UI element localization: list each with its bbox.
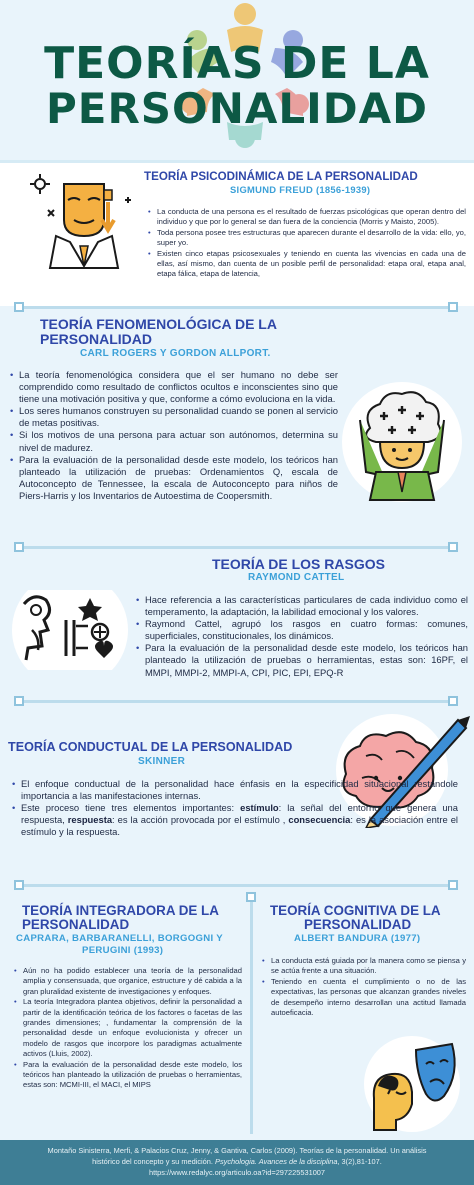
citation-line1: Montaño Sinisterra, Merfi, & Palacios Cruz, Jenny, & Gantiva, Carlos (2009). Teorías de la personalidad. Un análisis <box>47 1146 427 1155</box>
text-segment: : es la asociación entre el estímulo y la respuesta. <box>21 814 458 838</box>
divider <box>20 306 454 309</box>
rasgos-bullets <box>136 594 468 679</box>
list-item: • Para la evaluación de la personalidad desde este modelo, los teóricos han planteado la utilización de pruebas: Ordenamientos Q, escala de Autoconcepto de Tennessee, la escala de Autoconcepto para niños de Piers-Harris y los Inventarios de Autoestima de Coopersmith. <box>10 454 338 502</box>
list-item: • Para la evaluación de la personalidad desde este modelo, los teóricos han planteado la utilización de pruebas o herramientas, estas son: MCMI-III, el MACI, el MIPS <box>14 1060 242 1091</box>
header <box>0 0 474 165</box>
thinking-child-icon <box>340 380 464 504</box>
list-item: • Si los motivos de una persona para actuar son autónomos, determina su nivel de madurez. <box>10 429 338 453</box>
divider-dot <box>14 302 24 312</box>
integradora-title-line2: PERSONALIDAD <box>22 917 130 932</box>
journal-name: Psychologia. Avances de la disciplina <box>215 1157 338 1166</box>
page-title-line1: TEORÍAS DE LA <box>44 38 430 89</box>
fenomenologica-bullets <box>10 369 338 502</box>
cognitiva-bullets <box>262 956 466 1018</box>
divider <box>20 700 454 703</box>
divider-dot <box>448 542 458 552</box>
conductual-author: SKINNER <box>138 756 186 767</box>
fenomenologica-author: CARL ROGERS Y GORDON ALLPORT. <box>80 348 271 359</box>
integradora-author-line1: CAPRARA, BARBARANELLI, BORGOGNI Y <box>16 933 223 944</box>
text-segment: , 3(2),81-107. <box>337 1157 382 1166</box>
list-item: • La conducta de una persona es el resultado de fuerzas psicológicas que operan dentro del individuo y que por lo general se dan fuera de la conciencia (Morris y Maisto, 2005). <box>148 207 466 228</box>
list-item: • Los seres humanos construyen su personalidad cuando se ponen al servicio de metas positivas. <box>10 405 338 429</box>
text-segment: histórico del concepto y su medición. <box>92 1157 216 1166</box>
list-item: • La teoría fenomenológica considera que el ser humano no debe ser comprendido como resultado de conflictos ocultos e inconscientes sino que tiene una motivación positiva y que, conforme a cómo evoluciona en la vida. <box>10 369 338 405</box>
psicodinamica-author: SIGMUND FREUD (1856-1939) <box>230 184 371 195</box>
list-item: • La teoría Integradora plantea objetivos, definir la personalidad a partir de la identificación teórica de los factores o facetas de las grandes dimensiones; , fundamentar la comprensión de la personalidad desde un enfoque evolucionista y ofrecer un modelo de rasgos que incorpore los paradigmas actualmente activos (Lluis, 2002). <box>14 997 242 1059</box>
psicodinamica-bullets <box>148 207 466 280</box>
psicodinamica-title: TEORÍA PSICODINÁMICA DE LA PERSONALIDAD <box>144 170 418 183</box>
cognitiva-author: ALBERT BANDURA (1977) <box>294 933 421 944</box>
divider-dot <box>448 696 458 706</box>
text-segment: : es la acción provocada por el estímulo , <box>112 814 289 826</box>
integradora-bullets <box>14 966 242 1091</box>
fenomenologica-title-line2: PERSONALIDAD <box>40 331 153 347</box>
theater-masks-head-icon <box>360 1034 464 1134</box>
list-item: • La conducta está guiada por la manera como se piensa y se actúa frente a una situación. <box>262 956 466 977</box>
fenomenologica-title-line1: TEORÍA FENOMENOLÓGICA DE LA <box>40 316 277 332</box>
keyword-estimulo: estímulo <box>240 802 279 814</box>
rasgos-author: RAYMOND CATTEL <box>248 572 345 583</box>
keyword-consecuencia: consecuencia <box>288 814 351 826</box>
list-item: • Para la evaluación de la personalidad desde este modelo, los teóricos han planteado la utilización de pruebas o herramientas, estas son: 16PF, el MMPI, MMPI-2, MMPI-A, CPI, PIC, EPI, EPQ-R <box>136 642 468 678</box>
divider-dot <box>14 696 24 706</box>
rasgos-title: TEORÍA DE LOS RASGOS <box>212 556 385 572</box>
masked-man-icon <box>30 170 135 270</box>
text-segment: : la señal del entorno que genera una respuesta, <box>21 802 458 826</box>
integradora-author-line2: PERUGINI (1993) <box>82 945 164 956</box>
text-segment: Este proceso tiene tres elementos importantes: <box>21 802 241 814</box>
list-item: • Toda persona posee tres estructuras que aparecen durante el desarrollo de la vida: ello, yo, super yo. <box>148 228 466 249</box>
vertical-divider <box>250 896 253 1134</box>
list-item: • El enfoque conductual de la personalidad hace énfasis en la especificidad situacional restándole importancia a las manifestaciones internas. <box>12 778 458 802</box>
list-item: • Raymond Cattel, agrupó los rasgos en cuatro formas: comunes, superficiales, constitucionales, los dinámicos. <box>136 618 468 642</box>
citation-line2 <box>0 1156 474 1167</box>
divider-dot <box>448 880 458 890</box>
list-item: • Existen cinco etapas psicosexuales y teniendo en cuenta las vivencias en cada una de ellas, así mismo, dan cuenta de un posible perfil de personalidad: etapa oral, etapa anal, etapa fálica, etapa de latencia, <box>148 249 466 280</box>
list-item: • Aún no ha podido establecer una teoría de la personalidad amplia y consensuada, que organice, estructure y dé cabida a la gran pluralidad existente de investigaciones y enfoques. <box>14 966 242 997</box>
list-item: • Hace referencia a las características particulares de cada individuo como el temperamento, la adaptación, la labilidad emocional y los valores. <box>136 594 468 618</box>
list-item: • Teniendo en cuenta el cumplimiento o no de las expectativas, las personas que alcanzan grandes niveles de desempeño interno desarrollan una actitud llamada autoeficacia. <box>262 977 466 1019</box>
citation-footer <box>0 1140 474 1185</box>
divider-dot <box>448 302 458 312</box>
divider <box>20 546 454 549</box>
divider <box>20 884 454 887</box>
head-symbols-icon <box>10 590 130 670</box>
divider-dot <box>14 542 24 552</box>
citation-url[interactable]: https://www.redalyc.org/articulo.oa?id=297225531007 <box>148 1168 326 1177</box>
conductual-title: TEORÍA CONDUCTUAL DE LA PERSONALIDAD <box>8 740 293 754</box>
divider-dot <box>246 892 256 902</box>
list-item <box>12 802 458 838</box>
conductual-bullets <box>12 778 458 838</box>
cognitiva-title-line2: PERSONALIDAD <box>304 917 412 932</box>
cognitiva-title-line1: TEORÍA COGNITIVA DE LA <box>270 903 441 918</box>
divider-dot <box>14 880 24 890</box>
divider <box>0 160 474 163</box>
keyword-respuesta: respuesta <box>67 814 113 826</box>
page-title-line2: PERSONALIDAD <box>45 84 429 133</box>
integradora-title-line1: TEORÍA INTEGRADORA DE LA <box>22 903 219 918</box>
